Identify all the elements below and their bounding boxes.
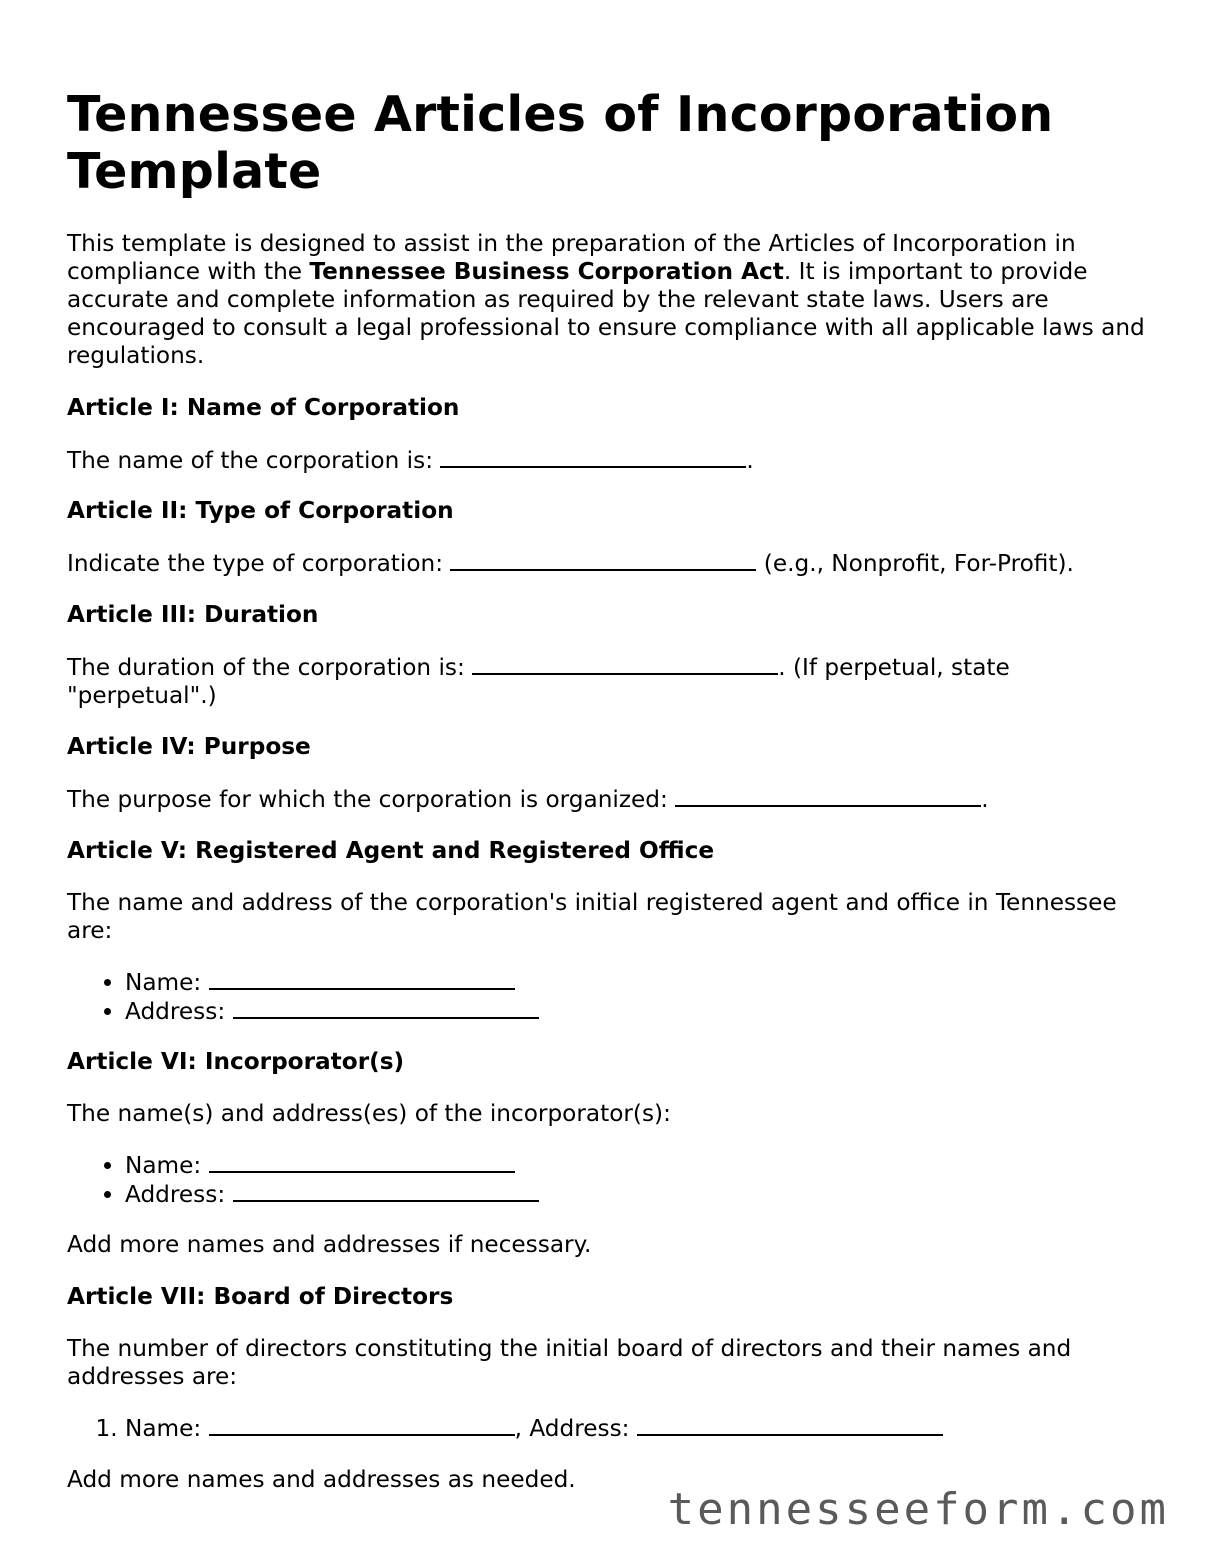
article-3-label: The duration of the corporation is: <box>67 654 473 681</box>
article-1-label: The name of the corporation is: <box>67 447 441 474</box>
article-6-heading: Article VI: Incorporator(s) <box>67 1048 405 1075</box>
director-address-label: , Address: <box>514 1415 637 1442</box>
director-address-blank[interactable] <box>637 1414 943 1436</box>
agent-address-label: Address: <box>125 998 233 1025</box>
corporation-type-blank[interactable] <box>450 549 756 571</box>
article-4-label: The purpose for which the corporation is organized: <box>67 786 676 813</box>
list-item <box>125 1151 1147 1180</box>
article-7-text: The number of directors constituting the initial board of directors and their names and addresses are: <box>67 1335 1072 1390</box>
article-1-text <box>67 446 1147 475</box>
director-name-label: Name: <box>125 1415 209 1442</box>
article-3-text <box>67 653 1057 710</box>
article-7-note: Add more names and addresses as needed. <box>67 1466 576 1493</box>
article-4-text <box>67 785 1147 814</box>
intro-act-name: Tennessee Business Corporation Act <box>309 258 784 285</box>
article-4-suffix: . <box>981 786 989 813</box>
intro-paragraph <box>67 230 1147 370</box>
list-item <box>125 997 1147 1026</box>
agent-address-blank[interactable] <box>233 997 539 1019</box>
list-item <box>125 968 1147 997</box>
article-3-suffix: . (If perpetual, state "perpetual".) <box>67 654 1010 709</box>
article-2-label: Indicate the type of corporation: <box>67 550 451 577</box>
incorporator-name-blank[interactable] <box>209 1151 515 1173</box>
site-watermark: tennesseeform.com <box>667 1484 1169 1535</box>
incorporator-address-label: Address: <box>125 1181 233 1208</box>
incorporator-address-blank[interactable] <box>233 1180 539 1202</box>
list-item <box>125 1414 1147 1443</box>
article-6-text: The name(s) and address(es) of the incorporator(s): <box>67 1100 671 1127</box>
article-1-heading: Article I: Name of Corporation <box>67 394 460 421</box>
page-title: Tennessee Articles of Incorporation Template <box>67 86 1054 200</box>
article-5-list <box>67 968 1147 1026</box>
agent-name-label: Name: <box>125 969 209 996</box>
list-item <box>125 1180 1147 1209</box>
intro-text-end: . It is important to provide accurate and complete information as required by the relevant state laws. Users are encouraged to consult a legal professional to ensure compliance with all applicable laws and regulations. <box>67 258 1145 369</box>
intro-text-start: This template is designed to assist in the preparation of the Articles of Incorporation in compliance with the <box>67 230 1076 285</box>
article-1-suffix: . <box>746 447 754 474</box>
article-7-heading: Article VII: Board of Directors <box>67 1283 454 1310</box>
incorporator-name-label: Name: <box>125 1152 209 1179</box>
article-5-text: The name and address of the corporation's initial registered agent and office in Tennessee are: <box>67 889 1117 944</box>
director-name-blank[interactable] <box>209 1414 515 1436</box>
article-4-heading: Article IV: Purpose <box>67 733 311 760</box>
article-7-list <box>67 1414 1147 1443</box>
article-6-note: Add more names and addresses if necessary. <box>67 1231 592 1258</box>
article-2-text <box>67 549 1147 578</box>
article-6-list <box>67 1151 1147 1209</box>
article-3-heading: Article III: Duration <box>67 601 319 628</box>
article-2-suffix: (e.g., Nonprofit, For-Profit). <box>756 550 1074 577</box>
corporation-name-blank[interactable] <box>440 446 746 468</box>
agent-name-blank[interactable] <box>209 968 515 990</box>
duration-blank[interactable] <box>472 653 778 675</box>
article-5-heading: Article V: Registered Agent and Registered Office <box>67 837 715 864</box>
purpose-blank[interactable] <box>675 785 981 807</box>
article-2-heading: Article II: Type of Corporation <box>67 497 454 524</box>
